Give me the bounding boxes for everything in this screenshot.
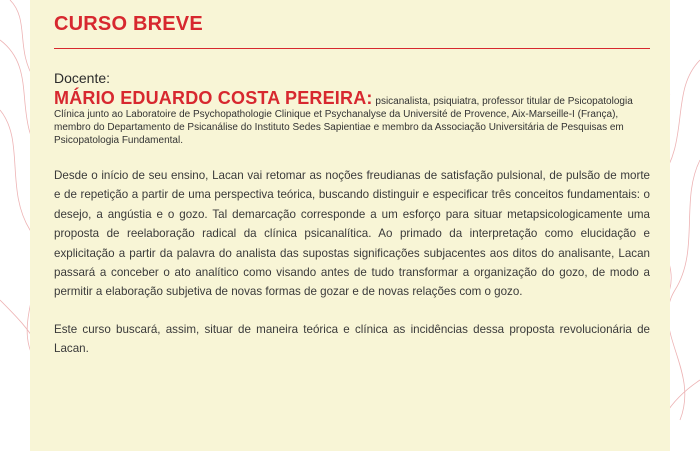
body-paragraph-1: Desde o início de seu ensino, Lacan vai retomar as noções freudianas de satisfação pulsional, de pulsão de morte e de repetição a partir de uma perspectiva teórica, buscando distinguir e especificar três conceitos fundamentais: o desejo, a angústia e o gozo. Tal demarcação corresponde a um esforço para situar metapsicologicamente uma proposta de reelaboração radical da clínica psicanalítica. Ao primado da interpretação como elucidação e explicitação a partir da palavra do analista das supostas significações subjacentes aos ditos do analisante, Lacan passará a conceber o ato analítico como visando antes de tudo transformar a organização do gozo, de modo a permitir a elaboração subjetiva de novas formas de gozar e de novas relações com o gozo.	[54, 169, 650, 299]
body-paragraph-2: Este curso buscará, assim, situar de maneira teórica e clínica as incidências dessa proposta revolucionária de Lacan.	[54, 323, 650, 356]
title-divider	[54, 48, 650, 49]
docente-bio	[54, 88, 650, 147]
page-title: CURSO BREVE	[54, 13, 203, 35]
docente-bio-text: psicanalista, psiquiatra, professor titular de Psicopatologia Clínica junto ao Laboratoire de Psychopathologie Clinique et Psychanalyse da Université de Provence, Aix-Marseille-I (França), membro do Departamento de Psicanálise do Instituto Sedes Sapientiae e membro da Associação Universitária de Pesquisas em Psicopatologia Fundamental.	[54, 96, 633, 146]
docente-name: MÁRIO EDUARDO COSTA PEREIRA:	[54, 88, 373, 108]
docente-label: Docente:	[54, 70, 111, 86]
